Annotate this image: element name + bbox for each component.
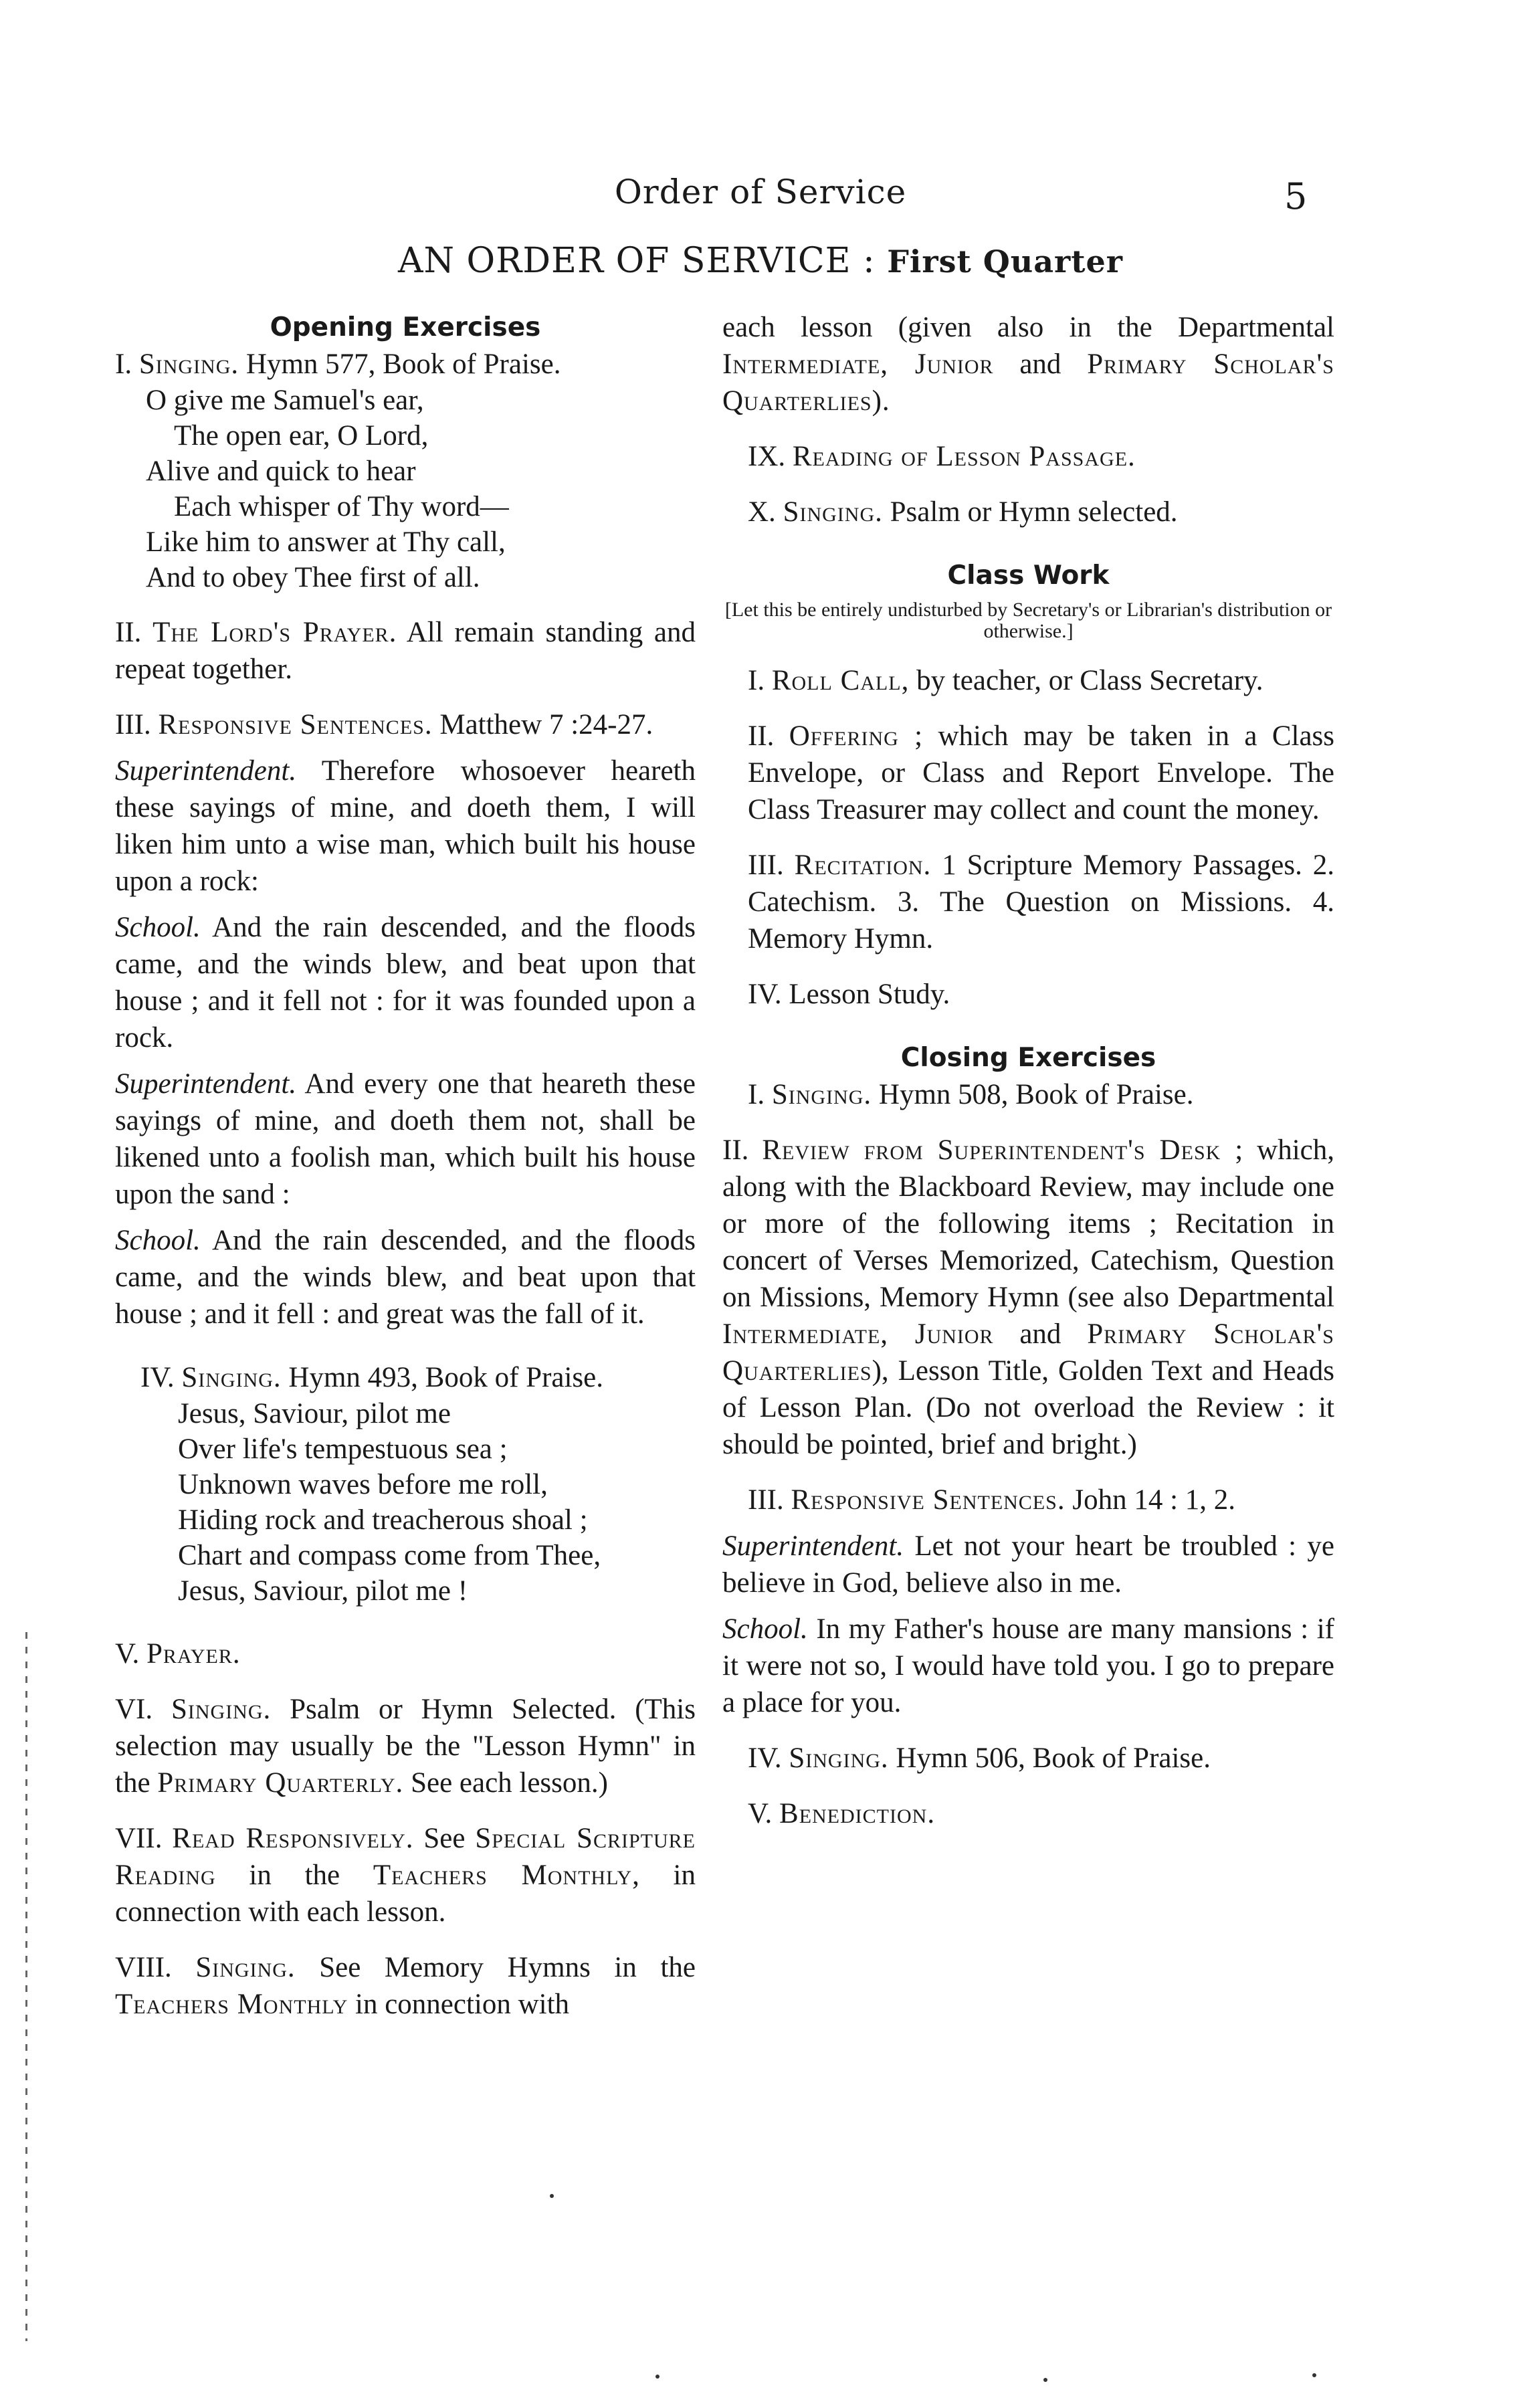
- item-number: V.: [748, 1798, 773, 1829]
- verse-line: Over life's tempestuous sea ;: [178, 1433, 508, 1465]
- item-text: Hymn 493, Book of Praise.: [281, 1362, 603, 1393]
- item-ix: [722, 438, 1334, 475]
- class-work-heading: Class Work: [947, 561, 1110, 591]
- item-label: Prayer.: [146, 1638, 241, 1670]
- closing-item-v: [722, 1795, 1334, 1832]
- item-i: [115, 346, 696, 383]
- sentence-text: In my Father's house are many mansions : if it were not so, I would have told you. I go to prepare a place for you.: [722, 1613, 1334, 1718]
- item-number: IV.: [748, 979, 782, 1010]
- sentence-text: Therefore whosoever heareth these sayings of mine, and doeth them, I will liken him unto a wise man, which built his house upon a rock:: [115, 755, 696, 897]
- item-number: X.: [748, 496, 776, 528]
- item-text: which, along with the Blackboard Review, may include one or more of the following items ; Recitation in concert of Verses Memorized, Catechism, Question on Missions, Memory Hymn (see also Departmental: [722, 1134, 1334, 1313]
- verse-line: And to obey Thee first of all.: [146, 562, 480, 593]
- item-text: See: [413, 1823, 476, 1854]
- sentence-text: And the rain descended, and the floods came, and the winds blew, and beat upon that house ; and it fell not : for it was founded upon a rock.: [115, 912, 696, 1054]
- speaker-label: Superintendent.: [115, 1068, 297, 1100]
- closing-item-iii: [722, 1482, 1334, 1518]
- closing-exercises-heading: Closing Exercises: [900, 1043, 1156, 1073]
- item-text: John 14 : 1, 2.: [1065, 1484, 1236, 1516]
- verse-line: Unknown waves before me roll,: [178, 1469, 548, 1500]
- class-item-i: [722, 662, 1334, 699]
- item-number: II.: [115, 617, 142, 648]
- verse-line: Jesus, Saviour, pilot me !: [178, 1575, 468, 1607]
- item-number: V.: [115, 1638, 140, 1670]
- class-item-iii: [722, 847, 1334, 957]
- item-label: Singing.: [783, 496, 883, 528]
- item-label: Reading of Lesson Passage.: [792, 441, 1136, 472]
- speaker-label: School.: [115, 912, 201, 943]
- item-label: Recitation.: [794, 849, 932, 881]
- item-text: Hymn 577, Book of Praise.: [239, 348, 561, 380]
- page-number: 5: [1284, 175, 1308, 217]
- item-x: [722, 494, 1334, 530]
- item-text: and: [993, 1318, 1088, 1350]
- publication-name: Special Scripture Reading: [115, 1823, 696, 1891]
- verse-line: Each whisper of Thy word—: [174, 491, 509, 522]
- item-text: Lesson Study.: [781, 979, 950, 1010]
- item-text: See each lesson.): [403, 1767, 608, 1799]
- speaker-label: School.: [115, 1225, 201, 1256]
- school-sentence-closing: [722, 1611, 1334, 1721]
- item-label: Singing.: [195, 1952, 296, 1983]
- school-sentence-1: [115, 909, 696, 1056]
- item-number: VIII.: [115, 1952, 172, 1983]
- title-main: AN ORDER OF SERVICE :: [397, 241, 876, 281]
- item-number: III.: [115, 709, 151, 740]
- item-text: Matthew 7 :24-27.: [432, 709, 653, 740]
- item-viii: [115, 1949, 696, 2023]
- item-label: Singing.: [171, 1694, 272, 1725]
- school-sentence-2: [115, 1222, 696, 1332]
- closing-item-iv: [722, 1740, 1334, 1777]
- item-number: III.: [748, 849, 784, 881]
- right-column: [722, 309, 1334, 1832]
- speaker-label: Superintendent.: [115, 755, 297, 787]
- item-number: III.: [748, 1484, 784, 1516]
- verse-line: O give me Samuel's ear,: [146, 385, 424, 416]
- item-viii-continued: [722, 309, 1334, 419]
- verse-line: Alive and quick to hear: [146, 456, 416, 487]
- sentence-text: And the rain descended, and the floods came, and the winds blew, and beat upon that house ; and it fell : and great was the fall of it.: [115, 1225, 696, 1330]
- publication-name: Intermediate, Junior: [722, 348, 994, 380]
- closing-item-i: [722, 1076, 1334, 1113]
- item-number: IV.: [140, 1362, 175, 1393]
- item-text: 1 Scripture Memory Passages. 2. Catechism. 3. The Question on Missions. 4. Memory Hymn.: [748, 849, 1334, 955]
- title-sub: First Quarter: [887, 243, 1124, 280]
- speaker-label: Superintendent.: [722, 1530, 904, 1562]
- publication-name: Teachers Monthly,: [373, 1860, 640, 1891]
- item-label: Singing.: [181, 1362, 282, 1393]
- scan-speck: [655, 2375, 660, 2379]
- item-label: The Lord's Prayer.: [153, 617, 397, 648]
- item-iii: [115, 706, 696, 743]
- sentence-text: And every one that heareth these sayings of mine, and doeth them not, shall be likened unto a foolish man, which built his house upon the sand :: [115, 1068, 696, 1210]
- item-text: See Memory Hymns in the: [295, 1952, 696, 1983]
- item-number: IX.: [748, 441, 786, 472]
- class-item-ii: [722, 718, 1334, 828]
- verse-line: Hiding rock and treacherous shoal ;: [178, 1504, 588, 1536]
- item-v: [115, 1635, 696, 1672]
- item-vii: [115, 1820, 696, 1930]
- item-text: Psalm or Hymn Selected. (This selection may usually be the "Lesson Hymn" in the: [115, 1694, 696, 1799]
- item-label: Responsive Sentences.: [158, 709, 433, 740]
- item-label: Roll Call,: [771, 665, 910, 696]
- item-number: I.: [748, 665, 765, 696]
- scan-edge-mark: [25, 1632, 27, 2341]
- scan-speck: [1312, 2373, 1316, 2377]
- item-number: IV.: [748, 1742, 782, 1774]
- item-text: Psalm or Hymn selected.: [882, 496, 1178, 528]
- item-label: Offering ;: [789, 720, 924, 752]
- verse-line: Jesus, Saviour, pilot me: [178, 1398, 451, 1429]
- item-text: in the: [215, 1860, 373, 1891]
- item-label: Singing.: [138, 348, 239, 380]
- item-iv: [115, 1359, 696, 1396]
- superintendent-sentence-closing: [722, 1528, 1334, 1601]
- item-number: VI.: [115, 1694, 153, 1725]
- item-text: Hymn 508, Book of Praise.: [872, 1079, 1194, 1110]
- item-label: Benediction.: [779, 1798, 936, 1829]
- verse-line: Like him to answer at Thy call,: [146, 526, 506, 558]
- item-vi: [115, 1691, 696, 1801]
- item-number: II.: [722, 1134, 749, 1166]
- item-number: VII.: [115, 1823, 163, 1854]
- item-text: All remain standing and repeat together.: [115, 617, 696, 685]
- item-text: and: [993, 348, 1088, 380]
- publication-name: Primary Scholar's Quarterlies).: [722, 348, 1334, 417]
- item-text: by teacher, or Class Secretary.: [909, 665, 1263, 696]
- speaker-label: School.: [722, 1613, 808, 1645]
- publication-name: Teachers Monthly: [115, 1989, 348, 2020]
- hymn-577-verse: [115, 383, 696, 595]
- item-text: in connection with: [348, 1989, 570, 2020]
- item-label: Read Responsively.: [172, 1823, 414, 1854]
- scan-speck: [1043, 2378, 1047, 2382]
- verse-line: The open ear, O Lord,: [174, 420, 429, 452]
- item-label: Review from Superintendent's Desk ;: [762, 1134, 1244, 1166]
- item-ii: [115, 614, 696, 688]
- opening-exercises-heading: Opening Exercises: [270, 312, 541, 342]
- publication-name: Intermediate, Junior: [722, 1318, 994, 1350]
- verse-line: Chart and compass come from Thee,: [178, 1540, 601, 1571]
- item-label: Responsive Sentences.: [791, 1484, 1066, 1516]
- publication-name: Primary Scholar's Quarterlies: [722, 1318, 1334, 1387]
- sentence-text: Let not your heart be troubled : ye believe in God, believe also in me.: [722, 1530, 1334, 1599]
- item-text: each lesson (given also in the Departmental: [722, 312, 1334, 343]
- item-text: in connection with each lesson.: [115, 1860, 696, 1928]
- running-head: Order of Service: [614, 173, 907, 211]
- item-number: II.: [748, 720, 775, 752]
- superintendent-sentence-2: [115, 1066, 696, 1213]
- item-text: ), Lesson Title, Golden Text and Heads of Lesson Plan. (Do not overload the Review : it should be pointed, brief and bright.): [722, 1355, 1334, 1460]
- scan-speck: [550, 2194, 554, 2198]
- item-label: Singing.: [789, 1742, 889, 1774]
- hymn-493-verse: [115, 1396, 696, 1609]
- class-item-iv: [722, 976, 1334, 1013]
- item-label: Singing.: [771, 1079, 872, 1110]
- publication-name: Primary Quarterly.: [157, 1767, 404, 1799]
- page-title: [0, 241, 1521, 281]
- closing-item-ii: [722, 1132, 1334, 1463]
- item-text: which may be taken in a Class Envelope, or Class and Report Envelope. The Class Treasurer may collect and count the money.: [748, 720, 1335, 825]
- item-number: I.: [748, 1079, 765, 1110]
- class-work-note: [Let this be entirely undisturbed by Secretary's or Librarian's distribution or otherwise.]: [724, 599, 1332, 642]
- left-column: [115, 309, 696, 2023]
- item-number: I.: [115, 348, 132, 380]
- superintendent-sentence-1: [115, 752, 696, 900]
- item-text: Hymn 506, Book of Praise.: [888, 1742, 1211, 1774]
